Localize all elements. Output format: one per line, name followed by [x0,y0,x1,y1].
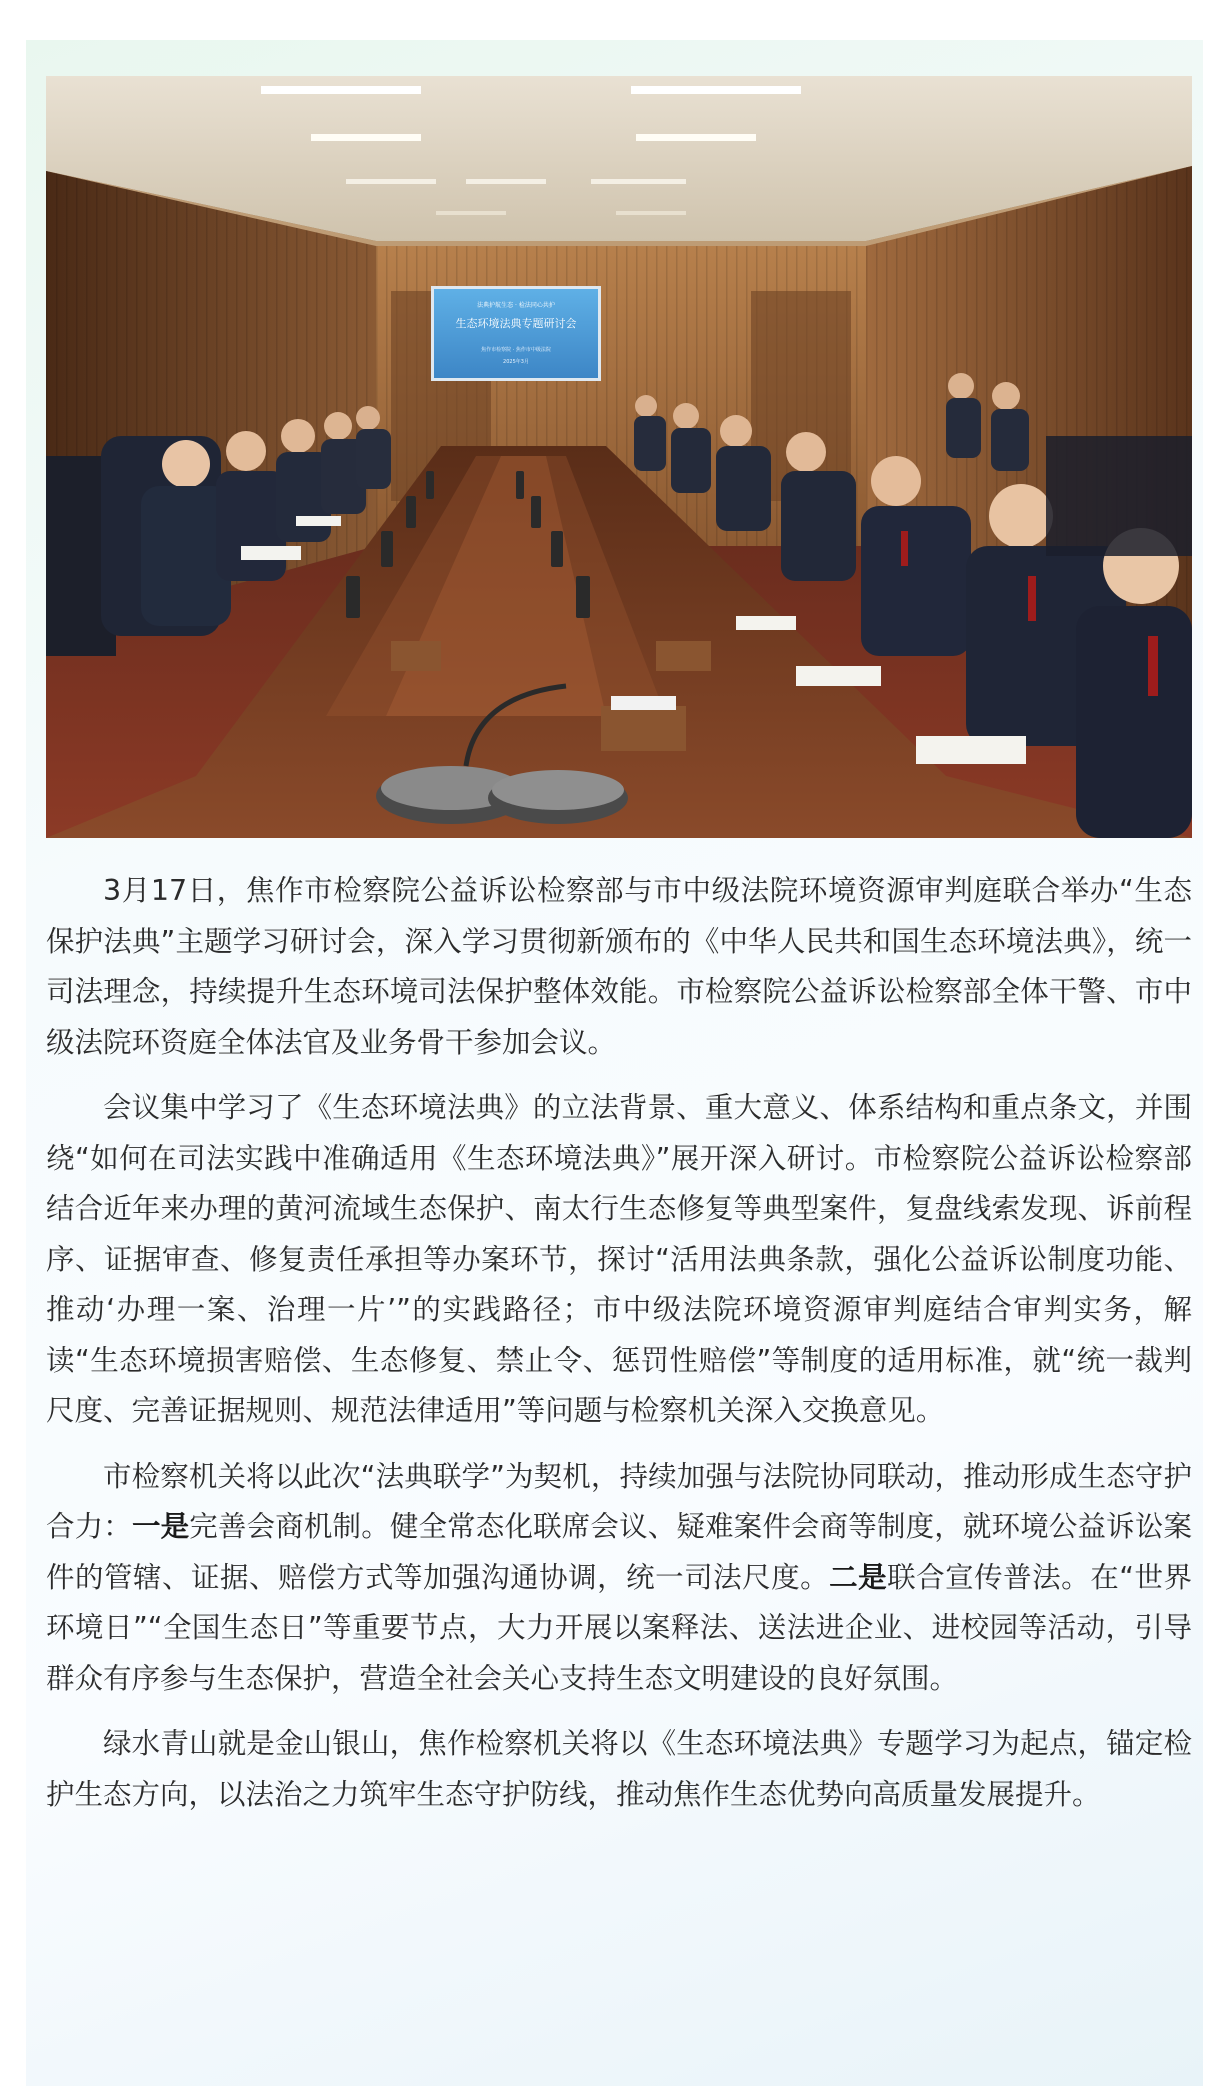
point-one-label: 一是 [131,1510,190,1543]
article-card [26,40,1203,2086]
paragraph-4: 绿水青山就是金山银山，焦作检察机关将以《生态环境法典》专题学习为起点，锚定检护生态方向，以法治之力筑牢生态守护防线，推动焦作生态优势向高质量发展提升。 [46,1727,1192,1811]
paragraph-2: 会议集中学习了《生态环境法典》的立法背景、重大意义、体系结构和重点条文，并围绕“如何在司法实践中准确适用《生态环境法典》”展开深入研讨。市检察院公益诉讼检察部结合近年来办理的黄河流域生态保护、南太行生态修复等典型案件，复盘线索发现、诉前程序、证据审查、修复责任承担等办案环节，探讨“活用法典条款，强化公益诉讼制度功能、推动‘办理一案、治理一片’”的实践路径；市中级法院环境资源审判庭结合审判实务，解读“生态环境损害赔偿、生态修复、禁止令、惩罚性赔偿”等制度的适用标准，就“统一裁判尺度、完善证据规则、规范法律适用”等问题与检察机关深入交换意见。 [46,1091,1192,1427]
screen-line3: 焦作市检察院 · 焦作市中级法院 [481,347,551,353]
meeting-photo [46,76,1192,838]
paragraph-3-intro: 市检察机关将以此次“法典联学”为契机，持续加强与法院协同联动，推动形成生态守护合力： [46,1459,1192,1543]
screen-line1: 法典护航生态 · 检法同心共护 [477,302,555,309]
paragraph-1: 3月17日，焦作市检察院公益诉讼检察部与市中级法院环境资源审判庭联合举办“生态保护法典”主题学习研讨会，深入学习贯彻新颁布的《中华人民共和国生态环境法典》，统一司法理念，持续提升生态环境司法保护整体效能。市检察院公益诉讼检察部全体干警、市中级法院环资庭全体法官及业务骨干参加会议。 [46,874,1192,1059]
paragraph-3 [46,1452,1192,1705]
point-one-text: 完善会商机制。健全常态化联席会议、疑难案件会商等制度，就环境公益诉讼案件的管辖、证据、赔偿方式等加强沟通协调，统一司法尺度。 [46,1510,1192,1594]
point-two-text: 联合宣传普法。在“世界环境日”“全国生态日”等重要节点，大力开展以案释法、送法进企业、进校园等活动，引导群众有序参与生态保护，营造全社会关心支持生态文明建设的良好氛围。 [46,1560,1192,1695]
screen-title: 生态环境法典专题研讨会 [455,317,577,330]
article-body [46,866,1192,1835]
point-two-label: 二是 [829,1560,888,1594]
screen-line4: 2025年3月 [503,359,529,365]
meeting-photo-illustration [46,76,1192,838]
